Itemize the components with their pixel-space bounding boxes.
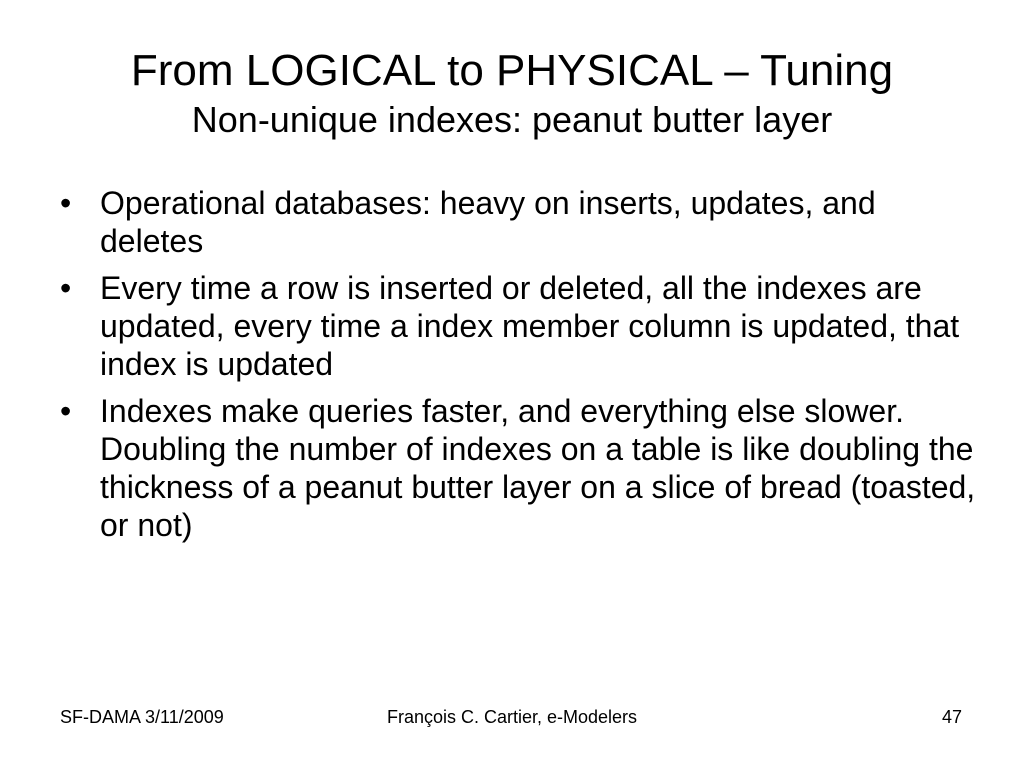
title-block [0, 44, 1024, 142]
slide-subtitle: Non-unique indexes: peanut butter layer [191, 99, 833, 140]
bullet-item-2 [58, 269, 978, 383]
footer-author: François C. Cartier, e-Modelers [386, 707, 638, 727]
bullet-list [58, 184, 978, 553]
footer-page-number: 47 [941, 707, 962, 727]
slide-title: From LOGICAL to PHYSICAL – Tuning [130, 46, 894, 95]
bullet-dot-icon: • [60, 270, 72, 306]
bullet-dot-icon: • [60, 185, 72, 221]
footer-date: SF-DAMA 3/11/2009 [60, 707, 224, 727]
bullet-item-3 [58, 392, 978, 544]
bullet-text-3: Indexes make queries faster, and everything else slower. Doubling the number of indexes on a table is like doubling the thickness of a peanut butter layer on a slice of bread (toasted, or not) [100, 393, 976, 543]
bullet-text-2: Every time a row is inserted or deleted, all the indexes are updated, every time a index member column is updated, that index is updated [100, 270, 960, 382]
bullet-text-1: Operational databases: heavy on inserts, updates, and deletes [100, 185, 876, 259]
bullet-item-1 [58, 184, 978, 260]
bullet-dot-icon: • [60, 393, 72, 429]
